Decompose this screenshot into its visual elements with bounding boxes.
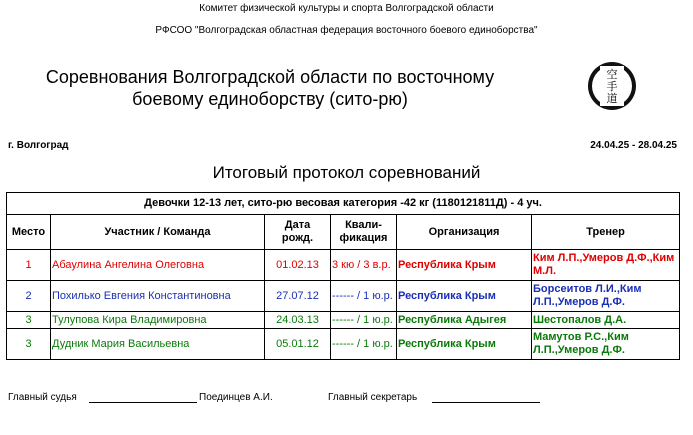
- column-coach: Тренер: [532, 215, 680, 250]
- column-qual-line-1: Квали-: [345, 219, 382, 231]
- organization-cell: Республика Крым: [397, 250, 532, 281]
- city-label: г. Волгоград: [8, 140, 69, 151]
- qualification-cell: ------ / 1 ю.р.: [331, 281, 397, 312]
- dob-cell: 05.01.12: [265, 329, 331, 360]
- results-table: [6, 192, 680, 360]
- organization-cell: Республика Крым: [397, 281, 532, 312]
- secretary-signature-line: [432, 402, 540, 403]
- column-dob: [265, 215, 331, 250]
- column-place: Место: [7, 215, 51, 250]
- coach-cell: Борсеитов Л.И.,Ким Л.П.,Умеров Д.Ф.: [532, 281, 680, 312]
- qualification-cell: ------ / 1 ю.р.: [331, 329, 397, 360]
- column-dob-line-1: Дата: [284, 219, 311, 231]
- place-cell: 3: [7, 312, 51, 329]
- dob-cell: 27.07.12: [265, 281, 331, 312]
- table-row: [7, 329, 680, 360]
- column-qual-line-2: фикация: [339, 232, 388, 244]
- organization-cell: Республика Крым: [397, 329, 532, 360]
- coach-cell: Ким Л.П.,Умеров Д.Ф.,Ким М.Л.: [532, 250, 680, 281]
- participant-cell: Дудник Мария Васильевна: [51, 329, 265, 360]
- federation-line: РФСОО "Волгоградская областная федерация восточного боевого единоборства": [155, 25, 538, 36]
- column-organization: Организация: [397, 215, 532, 250]
- category-header: Девочки 12-13 лет, сито-рю весовая категория -42 кг (1180121811Д) - 4 уч.: [7, 193, 680, 215]
- place-cell: 3: [7, 329, 51, 360]
- column-participant: Участник / Команда: [51, 215, 265, 250]
- qualification-cell: ------ / 1 ю.р.: [331, 312, 397, 329]
- judge-signature-line: [89, 402, 197, 403]
- chief-judge-name: Поединцев А.И.: [199, 392, 273, 403]
- coach-cell: Мамутов Р.С.,Ким Л.П.,Умеров Д.Ф.: [532, 329, 680, 360]
- organizer-line: Комитет физической культуры и спорта Волгоградской области: [199, 3, 494, 14]
- dob-cell: 01.02.13: [265, 250, 331, 281]
- participant-cell: Похилько Евгения Константиновна: [51, 281, 265, 312]
- competition-title: [20, 66, 520, 110]
- dob-cell: 24.03.13: [265, 312, 331, 329]
- karate-logo-icon: [586, 60, 638, 112]
- column-dob-line-2: рожд.: [281, 232, 314, 244]
- dates-label: 24.04.25 - 28.04.25: [590, 140, 677, 151]
- chief-judge-label: Главный судья: [8, 392, 77, 403]
- table-row: [7, 250, 680, 281]
- protocol-title: Итоговый протокол соревнований: [212, 163, 481, 182]
- coach-cell: Шестопалов Д.А.: [532, 312, 680, 329]
- participant-cell: Абаулина Ангелина Олеговна: [51, 250, 265, 281]
- logo-glyph-1: 空: [606, 68, 618, 81]
- table-header-row: [7, 215, 680, 250]
- logo-glyph-2: 手: [606, 80, 618, 93]
- place-cell: 1: [7, 250, 51, 281]
- competition-title-line-2: боевому единоборству (сито-рю): [132, 89, 408, 109]
- qualification-cell: 3 кю / 3 в.р.: [331, 250, 397, 281]
- chief-secretary-label: Главный секретарь: [328, 392, 418, 403]
- participant-cell: Тулупова Кира Владимировна: [51, 312, 265, 329]
- place-cell: 2: [7, 281, 51, 312]
- competition-title-line-1: Соревнования Волгоградской области по восточному: [45, 67, 495, 87]
- table-row: [7, 281, 680, 312]
- table-row: [7, 312, 680, 329]
- column-qualification: [331, 215, 397, 250]
- organization-cell: Республика Адыгея: [397, 312, 532, 329]
- logo-glyph-3: 道: [606, 92, 618, 105]
